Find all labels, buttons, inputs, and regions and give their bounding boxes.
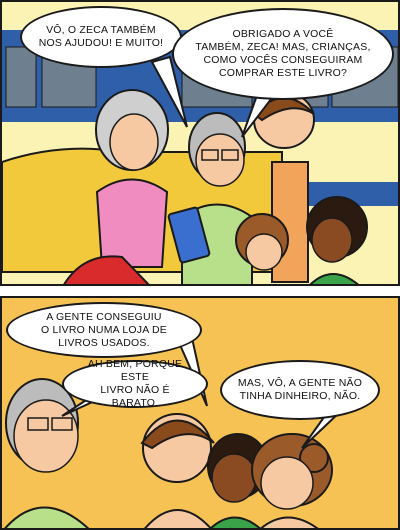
- speech-bubble-kids: [6, 302, 202, 358]
- speech-bubble-grandma: [20, 6, 182, 68]
- speech-text-grandpa-2: AH BEM, PORQUE ESTE LIVRO NÃO É BARATO.: [87, 358, 183, 409]
- speech-text-grandma: VÔ, O ZECA TAMBÉM NOS AJUDOU! E MUITO!: [38, 24, 164, 49]
- speech-text-grandpa: OBRIGADO A VOCÊ TAMBÉM, ZECA! MAS, CRIANÇAS, COMO VOCÊS CONSEGUIRAM COMPRAR ESTE LIVRO?: [195, 28, 371, 79]
- speech-text-kids: A GENTE CONSEGUIU O LIVRO NUMA LOJA DE LIVROS USADOS.: [41, 310, 167, 349]
- speech-text-girl: MAS, VÔ, A GENTE NÃO TINHA DINHEIRO, NÃO.: [237, 377, 363, 402]
- comic-panel-2: [0, 296, 400, 530]
- speech-bubble-girl: [220, 360, 380, 420]
- speech-bubble-grandpa-2: [62, 360, 208, 408]
- speech-bubble-grandpa: [172, 8, 394, 100]
